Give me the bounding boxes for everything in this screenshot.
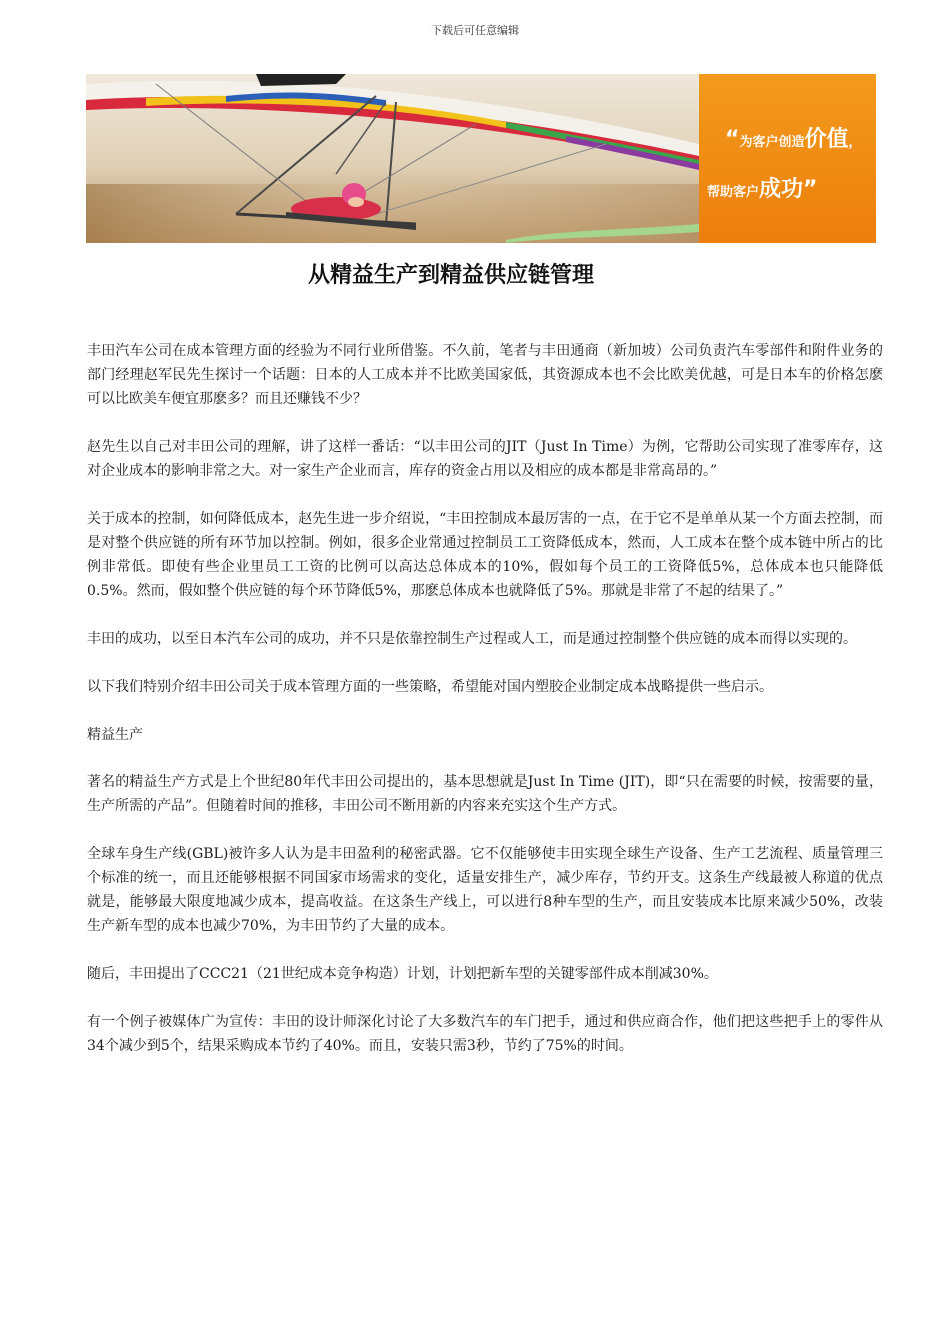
article-title: 从精益生产到精益供应链管理 — [307, 263, 594, 288]
hang-glider-photo — [86, 74, 699, 243]
paragraph: 赵先生以自己对丰田公司的理解，讲了这样一番话：“以丰田公司的JIT（Just In Time）为例，它帮助公司实现了准零库存，这对企业成本的影响非常之大。对一家生产企业而言，库存的资金占用以及相应的成本都是非常高昂的。” — [87, 439, 883, 479]
paragraph: 有一个例子被媒体广为宣传：丰田的设计师深化讨论了大多数汽车的车门把手，通过和供应商合作，他们把这些把手上的零件从34个减少到5个，结果采购成本节约了40%。而且，安装只需3秒，节约了75%的时间。 — [87, 1014, 883, 1054]
banner-slogan-panel — [699, 74, 876, 243]
article-body — [87, 339, 883, 1082]
paragraph: 随后，丰田提出了CCC21（21世纪成本竞争构造）计划，计划把新车型的关键零部件成本削减30%。 — [87, 966, 718, 982]
page-header-note: 下载后可任意编辑 — [431, 24, 519, 37]
banner — [86, 74, 876, 243]
paragraph: 以下我们特别介绍丰田公司关于成本管理方面的一些策略，希望能对国内塑胶企业制定成本战略提供一些启示。 — [87, 679, 773, 695]
slogan-line-1: “为客户创造价值， — [725, 127, 862, 152]
paragraph: 全球车身生产线(GBL)被许多人认为是丰田盈利的秘密武器。它不仅能够使丰田实现全球生产设备、生产工艺流程、质量管理三个标准的统一，而且还能够根据不同国家市场需求的变化，适量安排生产，减少库存，节约开支。这条生产线最被人称道的优点就是，能够最大限度地减少成本，提高收益。在这条生产线上，可以进行8种车型的生产，而且安装成本比原来减少50%，改装生产新车型的成本也减少70%，为丰田节约了大量的成本。 — [87, 846, 883, 934]
slogan-line-2: 帮助客户成功” — [707, 177, 818, 202]
paragraph: 丰田的成功，以至日本汽车公司的成功，并不只是依靠控制生产过程或人工，而是通过控制整个供应链的成本而得以实现的。 — [87, 631, 857, 647]
paragraph: 关于成本的控制，如何降低成本，赵先生进一步介绍说，“丰田控制成本最厉害的一点，在于它不是单单从某一个方面去控制，而是对整个供应链的所有环节加以控制。例如，很多企业常通过控制员工工资降低成本，然而，人工成本在整个成本链中所占的比例非常低。即使有些企业里员工工资的比例可以高达总体成本的10%，假如每个员工的工资降低5%，总体成本也只能降低0.5%。然而，假如整个供应链的每个环节降低5%，那麽总体成本也就降低了5%。那就是非常了不起的结果了。” — [87, 511, 883, 599]
section-heading: 精益生产 — [87, 727, 143, 743]
paragraph: 丰田汽车公司在成本管理方面的经验为不同行业所借鉴。不久前，笔者与丰田通商（新加坡）公司负责汽车零部件和附件业务的部门经理赵军民先生探讨一个话题：日本的人工成本并不比欧美国家低，其资源成本也不会比欧美优越，可是日本车的价格怎麽可以比欧美车便宜那麽多？而且还赚钱不少？ — [87, 343, 883, 407]
paragraph: 著名的精益生产方式是上个世纪80年代丰田公司提出的，基本思想就是Just In Time (JIT)，即“只在需要的时候，按需要的量，生产所需的产品”。但随着时间的推移，丰田公司不断用新的内容来充实这个生产方式。 — [87, 774, 883, 814]
